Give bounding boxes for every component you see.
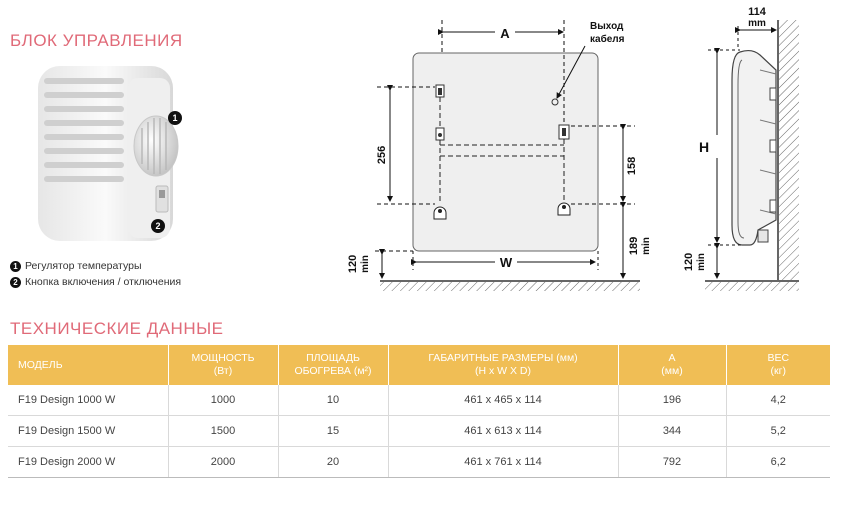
legend-item-power-button (10, 276, 181, 288)
dim-w-label: W (499, 255, 513, 270)
dim-189-label: 189 (628, 236, 640, 256)
cell-size: 461 x 465 x 114 (388, 385, 618, 416)
cell-size: 461 x 613 x 114 (388, 416, 618, 447)
table-row (8, 416, 830, 447)
header-model: МОДЕЛЬ (8, 345, 168, 385)
dim-256-label: 256 (376, 145, 388, 165)
cell-area: 15 (278, 416, 388, 447)
cable-label-2: кабеля (590, 34, 625, 45)
tech-section-title: ТЕХНИЧЕСКИЕ ДАННЫЕ (10, 319, 224, 338)
header-a: A (мм) (618, 345, 726, 385)
table-row (8, 385, 830, 416)
header-dimensions: ГАБАРИТНЫЕ РАЗМЕРЫ (мм) (H x W X D) (388, 345, 618, 385)
cell-area: 20 (278, 447, 388, 478)
side-dim-120-label: 120 (683, 252, 695, 272)
dim-189-unit: min (641, 237, 652, 255)
dim-114-label: 114 (748, 6, 766, 18)
cell-power: 2000 (168, 447, 278, 478)
cell-area: 10 (278, 385, 388, 416)
callout-1-badge: 1 (168, 111, 182, 125)
side-mounting-diagram (680, 0, 850, 300)
cell-size: 461 x 761 x 114 (388, 447, 618, 478)
dim-158-label: 158 (626, 156, 638, 176)
dim-120-unit: min (360, 255, 371, 273)
legend-text: Регулятор температуры (25, 260, 142, 272)
dim-114-unit: mm (748, 18, 766, 29)
dim-h-label: H (698, 139, 710, 155)
cell-model: F19 Design 1000 W (8, 385, 168, 416)
legend-badge: 2 (10, 277, 21, 288)
cell-weight: 6,2 (726, 447, 830, 478)
side-dim-120-unit: min (696, 253, 707, 271)
header-power: МОЩНОСТЬ (Вт) (168, 345, 278, 385)
cell-model: F19 Design 1500 W (8, 416, 168, 447)
control-section-title: БЛОК УПРАВЛЕНИЯ (10, 31, 183, 50)
callout-2-badge: 2 (151, 219, 165, 233)
cell-weight: 4,2 (726, 385, 830, 416)
cell-a: 792 (618, 447, 726, 478)
table-row (8, 447, 830, 478)
tech-spec-table (8, 345, 830, 478)
legend-badge: 1 (10, 261, 21, 272)
cell-power: 1500 (168, 416, 278, 447)
cell-weight: 5,2 (726, 416, 830, 447)
cell-power: 1000 (168, 385, 278, 416)
legend-item-thermostat (10, 260, 142, 272)
cell-a: 344 (618, 416, 726, 447)
cable-label-1: Выход (590, 21, 624, 32)
cell-model: F19 Design 2000 W (8, 447, 168, 478)
dim-120-label: 120 (347, 254, 359, 274)
cell-a: 196 (618, 385, 726, 416)
header-weight: ВЕС (кг) (726, 345, 830, 385)
legend-text: Кнопка включения / отключения (25, 276, 182, 288)
dim-a-label: A (500, 26, 510, 41)
heater-control-photo (28, 58, 188, 248)
header-area: ПЛОЩАДЬ ОБОГРЕВА (м²) (278, 345, 388, 385)
front-mounting-diagram (335, 8, 665, 298)
table-header-row (8, 345, 830, 385)
